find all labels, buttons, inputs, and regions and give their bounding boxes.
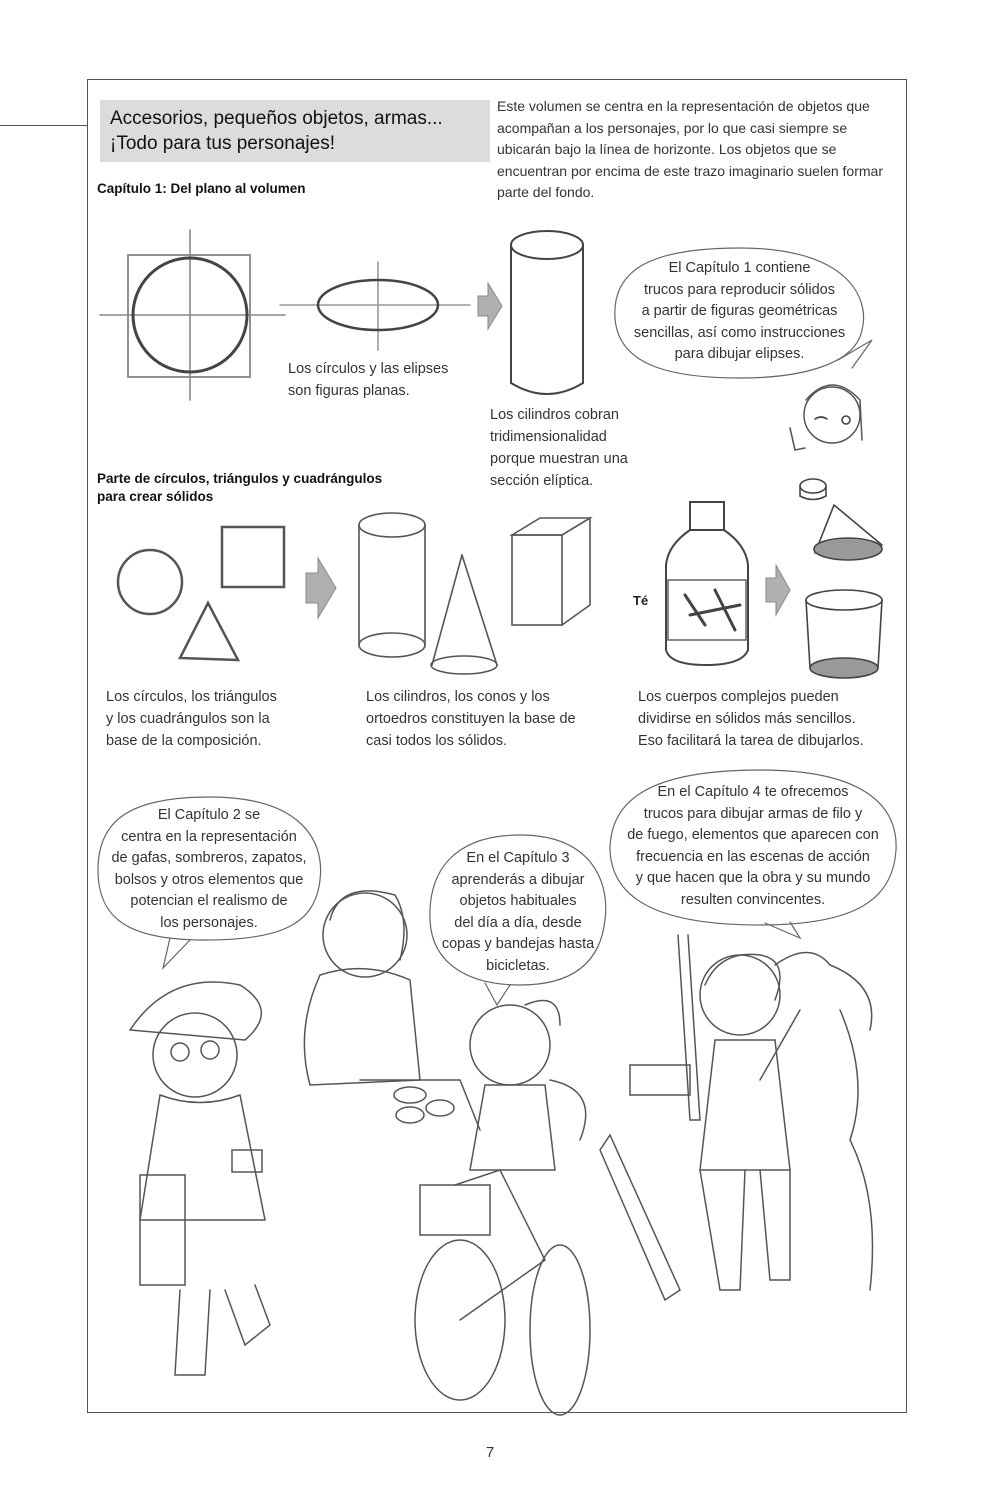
- circle-outline-sketch: [118, 550, 182, 614]
- chibi-girl-face-sketch: [790, 385, 862, 450]
- cylinder-solid-sketch: [359, 513, 425, 657]
- section2-heading-line2: para crear sólidos: [97, 489, 214, 504]
- intro-paragraph: Este volumen se centra en la representación de objetos que acompañan a los personajes, por lo que casi siempre se ubicarán bajo la línea de horizonte. Los objetos que se encuentran por encima de este trazo imaginario suelen formar parte del fondo.: [497, 98, 883, 200]
- bubble-text-chapter4: En el Capítulo 4 te ofrecemos trucos para dibujar armas de filo y de fuego, elementos que aparecen con frecuencia en las escenas de acción y que hacen que la obra y su mundo resulten convincentes.: [627, 784, 879, 908]
- section-title-line1: Accesorios, pequeños objetos, armas...: [110, 108, 443, 129]
- bubble-text-chapter2: El Capítulo 2 se centra en la representación de gafas, sombreros, zapatos, bolsos y otros elementos que potencian el realismo de los personajes.: [111, 807, 307, 931]
- circle-in-square-sketch: [100, 230, 285, 400]
- cylinder-sketch: [511, 231, 583, 394]
- square-outline-sketch: [222, 527, 284, 587]
- tea-bottle-sketch: [666, 502, 748, 665]
- caption-solids: Los cilindros, los conos y los ortoedros constituyen la base de casi todos los sólidos.: [366, 689, 576, 749]
- section-title-line2: ¡Todo para tus personajes!: [110, 133, 335, 154]
- arrow-right-icon: [306, 558, 336, 618]
- ellipse-sketch: [280, 262, 470, 350]
- decomposed-solids-sketch: [800, 479, 882, 678]
- page-number: 7: [485, 1444, 495, 1461]
- caption-basic-shapes: Los círculos, los triángulos y los cuadrángulos son la base de la composición.: [106, 689, 277, 749]
- chapter1-heading: Capítulo 1: Del plano al volumen: [97, 181, 306, 196]
- cone-solid-sketch: [431, 555, 497, 674]
- bubble-text-chapter1: El Capítulo 1 contiene trucos para reproducir sólidos a partir de figuras geométricas sencillas, así como instrucciones para dibujar elipses.: [633, 260, 846, 362]
- section2-heading-line1: Parte de círculos, triángulos y cuadrángulos: [97, 471, 383, 486]
- caption-cylinders: Los cilindros cobran tridimensionalidad porque muestran una sección elíptica.: [490, 407, 628, 489]
- triangle-outline-sketch: [180, 603, 238, 660]
- arrow-right-icon: [766, 565, 790, 615]
- bubble-text-chapter3: En el Capítulo 3 aprenderás a dibujar objetos habituales del día a día, desde copas y bandejas hasta bicicletas.: [441, 850, 595, 974]
- caption-complex-bodies: Los cuerpos complejos pueden dividirse en sólidos más sencillos. Eso facilitará la tarea de dibujarlos.: [638, 689, 864, 749]
- cuboid-solid-sketch: [512, 518, 590, 625]
- girl-with-rifle-sketch: [600, 935, 873, 1300]
- girl-with-cap-sketch: [130, 982, 270, 1375]
- arrow-right-icon: [478, 283, 502, 329]
- bottle-tea-label: Té: [633, 593, 649, 608]
- girl-on-bicycle-sketch: [415, 1001, 590, 1416]
- caption-circles-ellipses: Los círculos y las elipses son figuras planas.: [288, 361, 449, 399]
